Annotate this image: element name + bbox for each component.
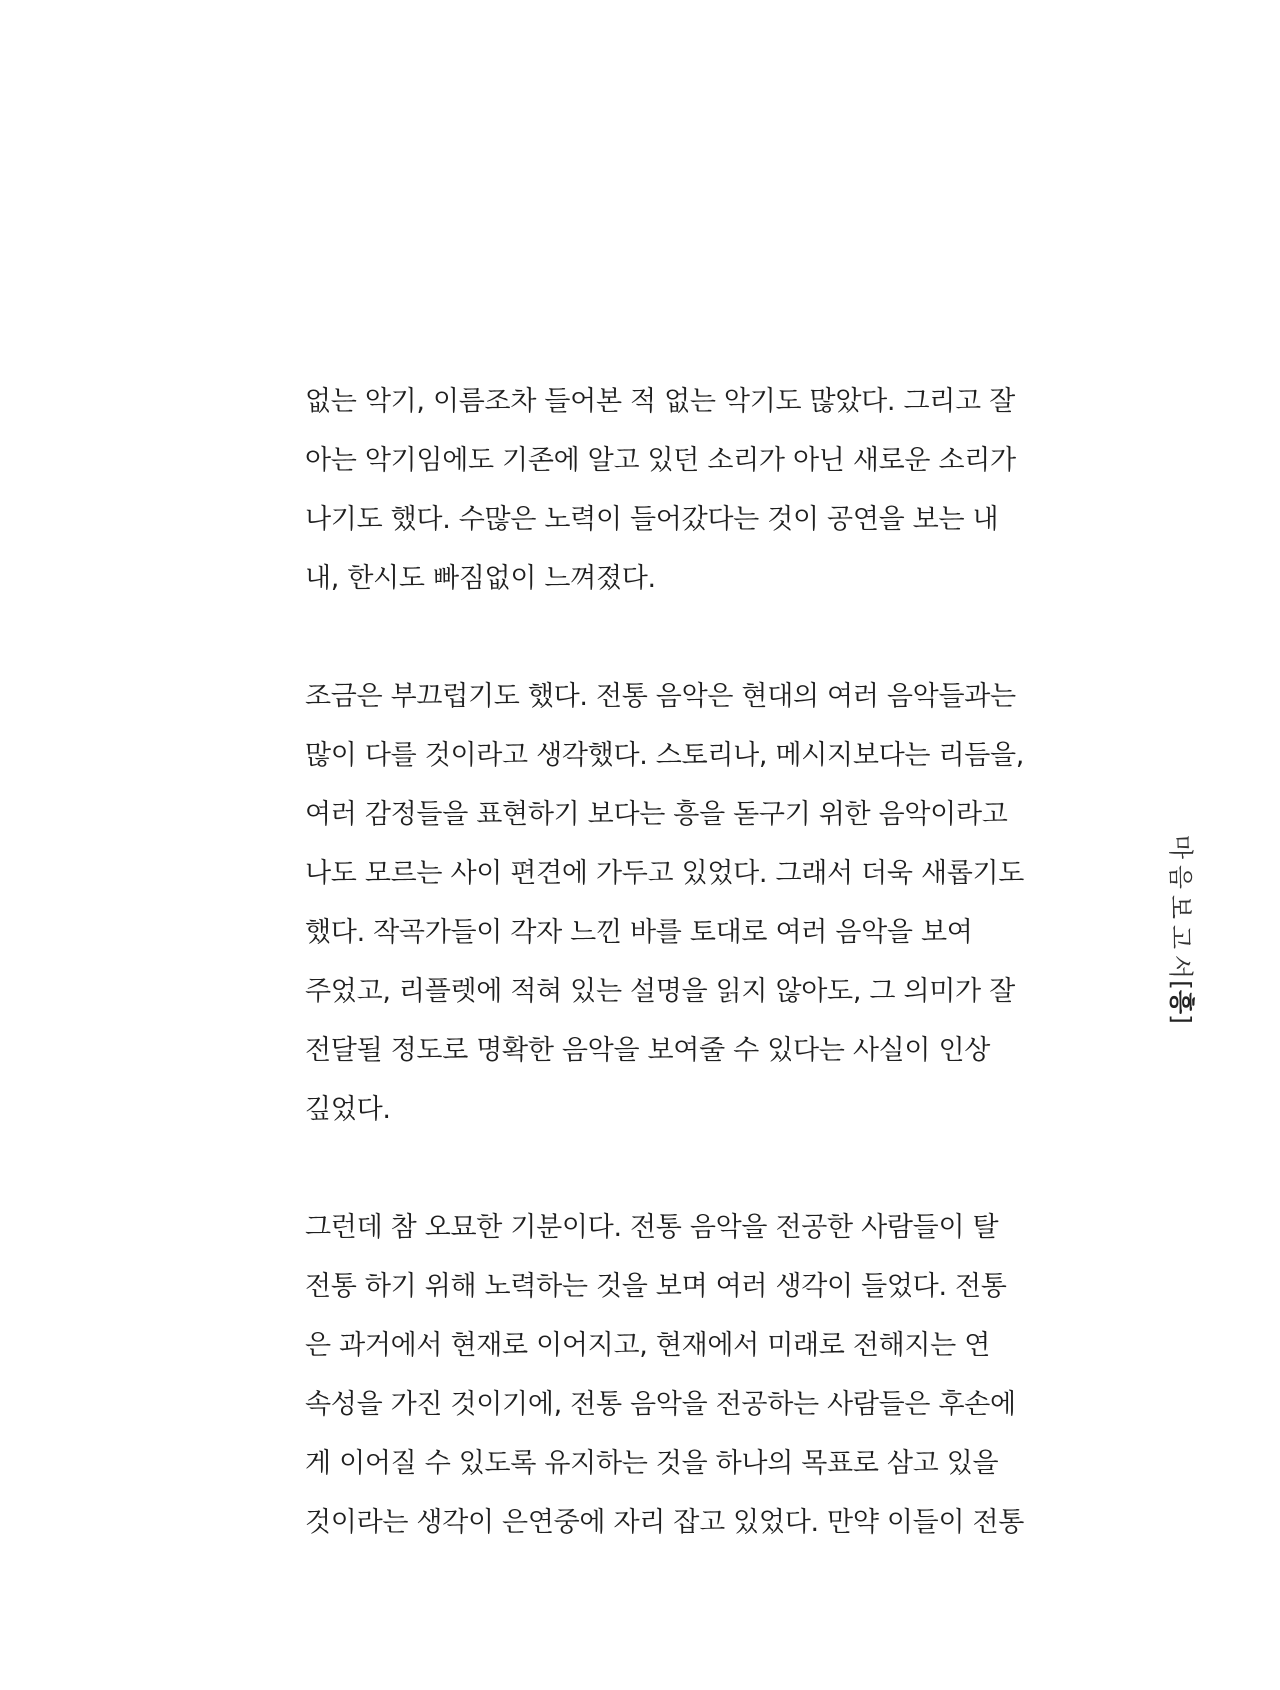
text-line: 게 이어질 수 있도록 유지하는 것을 하나의 목표로 삼고 있을	[305, 1448, 999, 1479]
paragraph-3	[305, 1198, 1025, 1552]
text-line: 없는 악기, 이름조차 들어본 적 없는 악기도 많았다. 그리고 잘	[305, 386, 1015, 417]
body-text	[305, 372, 1025, 1611]
text-line: 아는 악기임에도 기존에 알고 있던 소리가 아닌 새로운 소리가	[305, 445, 1016, 476]
text-line: 나도 모르는 사이 편견에 가두고 있었다. 그래서 더욱 새롭기도	[305, 858, 1025, 889]
text-line: 내, 한시도 빠짐없이 느껴졌다.	[305, 563, 656, 594]
text-line: 조금은 부끄럽기도 했다. 전통 음악은 현대의 여러 음악들과는	[305, 681, 1016, 712]
paragraph-1	[305, 372, 1016, 608]
text-line: 많이 다를 것이라고 생각했다. 스토리나, 메시지보다는 리듬을,	[305, 740, 1025, 771]
bracket-close: ]	[1167, 1014, 1196, 1024]
text-line: 깊었다.	[305, 1094, 391, 1125]
text-line: 나기도 했다. 수많은 노력이 들어갔다는 것이 공연을 보는 내	[305, 504, 999, 535]
section-name: 흥	[1167, 989, 1196, 1015]
text-line: 그런데 참 오묘한 기분이다. 전통 음악을 전공한 사람들이 탈	[305, 1212, 999, 1243]
text-line: 했다. 작곡가들이 각자 느낀 바를 토대로 여러 음악을 보여	[305, 917, 973, 948]
text-line: 속성을 가진 것이기에, 전통 음악을 전공하는 사람들은 후손에	[305, 1389, 1016, 1420]
running-title-char: 보	[1166, 894, 1195, 920]
text-line: 전달될 정도로 명확한 음악을 보여줄 수 있다는 사실이 인상	[305, 1035, 991, 1066]
text-line: 여러 감정들을 표현하기 보다는 흥을 돋구기 위한 음악이라고	[305, 799, 1008, 830]
running-title	[1164, 832, 1196, 1024]
running-title-char: 마	[1166, 834, 1195, 860]
text-line: 전통 하기 위해 노력하는 것을 보며 여러 생각이 들었다. 전통	[305, 1271, 1007, 1302]
running-title-char: 고	[1166, 924, 1195, 950]
text-line: 은 과거에서 현재로 이어지고, 현재에서 미래로 전해지는 연	[305, 1330, 991, 1361]
running-title-char: 서	[1166, 954, 1195, 980]
running-title-char: 음	[1166, 864, 1195, 890]
text-line: 것이라는 생각이 은연중에 자리 잡고 있었다. 만약 이들이 전통	[305, 1507, 1025, 1538]
bracket-open: [	[1167, 980, 1196, 990]
running-title-section	[1164, 980, 1196, 1024]
paragraph-2	[305, 667, 1025, 1139]
text-line: 주었고, 리플렛에 적혀 있는 설명을 읽지 않아도, 그 의미가 잘	[305, 976, 1015, 1007]
